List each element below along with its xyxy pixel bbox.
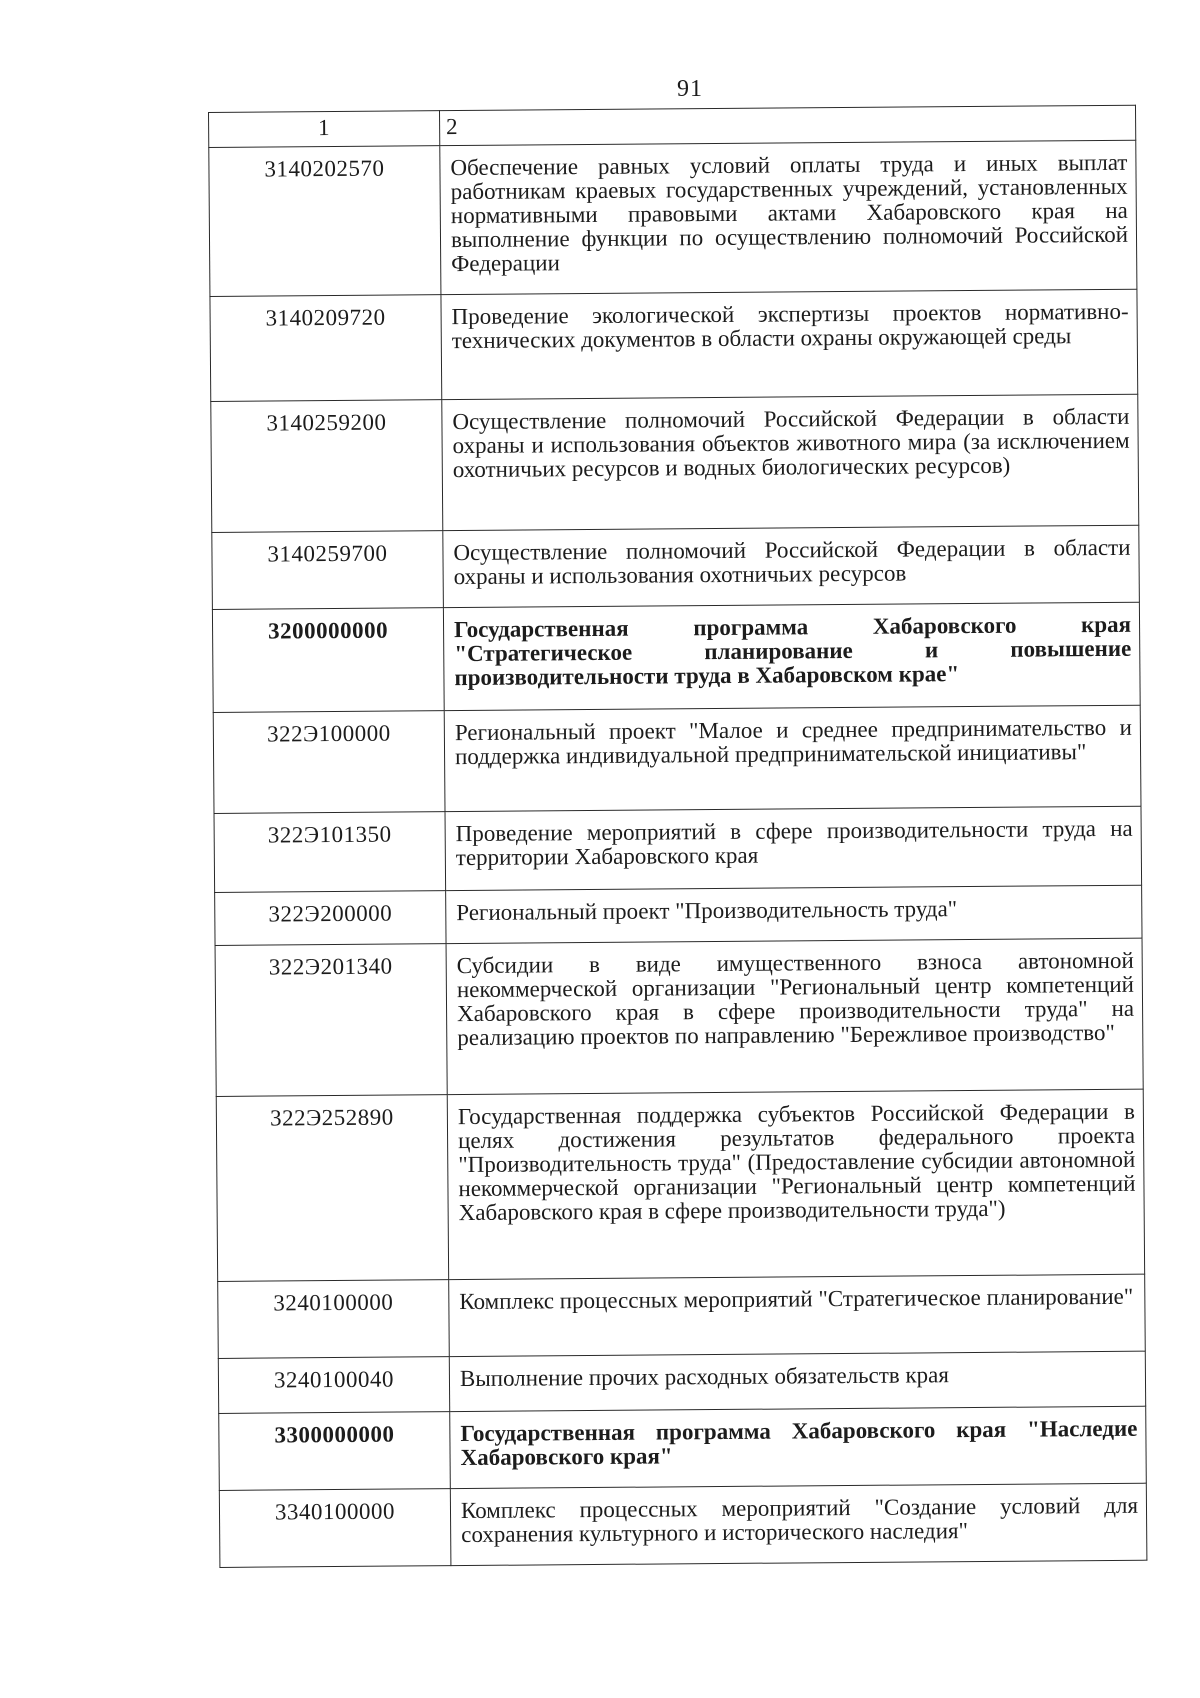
row-name: Региональный проект "Малое и среднее предпринимательство и поддержка индивидуальной предпринимательской инициативы"	[444, 705, 1141, 811]
row-code: 322Э252890	[216, 1095, 448, 1282]
row-code: 322Э100000	[213, 711, 445, 814]
row-code: 3140209720	[210, 295, 442, 402]
page-number: 91	[677, 76, 703, 102]
row-name: Проведение экологической экспертизы проектов нормативно-технических документов в области охраны окружающей среды	[441, 289, 1138, 399]
row-code: 3140202570	[209, 146, 441, 297]
table-row	[216, 1089, 1144, 1281]
row-name: Осуществление полномочий Российской Федерации в области охраны и использования объектов животного мира (за исключением охотничьих ресурсов и водных биологических ресурсов)	[442, 394, 1139, 530]
table-row-program	[219, 1406, 1147, 1490]
table-row	[209, 140, 1137, 296]
table-row	[215, 885, 1142, 945]
row-name: Комплекс процессных мероприятий "Создание условий для сохранения культурного и исторического наследия"	[450, 1483, 1147, 1565]
table-row	[210, 289, 1138, 401]
row-name: Государственная программа Хабаровского края "Стратегическое планирование и повышение производительности труда в Хабаровском крае"	[443, 602, 1140, 710]
row-code: 3240100040	[218, 1357, 449, 1414]
table-row-program	[212, 602, 1140, 712]
row-code: 322Э200000	[215, 891, 446, 946]
column-header-name: 2	[439, 105, 1135, 145]
row-name: Государственная поддержка субъектов Российской Федерации в целях достижения результатов федерального проекта "Производительность труда" (Предоставление субсидии автономной некоммерческой организации "Региональный центр компетенций Хабаровского края в сфере производительности труда")	[447, 1089, 1144, 1279]
row-code: 3140259700	[212, 531, 444, 610]
table-row	[215, 938, 1143, 1096]
row-name: Обеспечение равных условий оплаты труда и иных выплат работникам краевых государственных учреждений, установленных нормативными правовыми актами Хабаровского края на выполнение функции по осуществлению полномочий Российской Федерации	[440, 140, 1137, 294]
budget-classification-table	[208, 105, 1147, 1568]
table-row	[218, 1351, 1145, 1413]
row-name: Выполнение прочих расходных обязательств края	[449, 1351, 1145, 1411]
table-row	[219, 1483, 1147, 1567]
table-row	[212, 525, 1140, 609]
row-code: 3200000000	[212, 608, 444, 713]
column-header-code: 1	[209, 111, 440, 148]
table-row	[214, 806, 1142, 892]
row-code: 322Э101350	[214, 812, 446, 893]
row-code: 3340100000	[219, 1489, 451, 1568]
row-code: 3140259200	[211, 400, 443, 533]
row-code: 322Э201340	[215, 944, 447, 1097]
row-name: Региональный проект "Производительность труда"	[446, 885, 1142, 943]
row-code: 3240100000	[218, 1280, 450, 1359]
row-name: Проведение мероприятий в сфере производительности труда на территории Хабаровского края	[445, 806, 1142, 890]
row-name: Осуществление полномочий Российской Федерации в области охраны и использования охотничьих ресурсов	[443, 525, 1140, 607]
row-name: Субсидии в виде имущественного взноса автономной некоммерческой организации "Региональный центр компетенций Хабаровского края в сфере производительности труда" на реализацию проектов по направлению "Бережливое производство"	[446, 938, 1143, 1094]
table-row	[218, 1274, 1146, 1358]
table-row	[213, 705, 1141, 813]
row-code: 3300000000	[219, 1412, 451, 1491]
row-name: Комплекс процессных мероприятий "Стратегическое планирование"	[449, 1274, 1146, 1356]
table-row	[211, 394, 1139, 532]
row-name: Государственная программа Хабаровского края "Наследие Хабаровского края"	[450, 1406, 1147, 1488]
